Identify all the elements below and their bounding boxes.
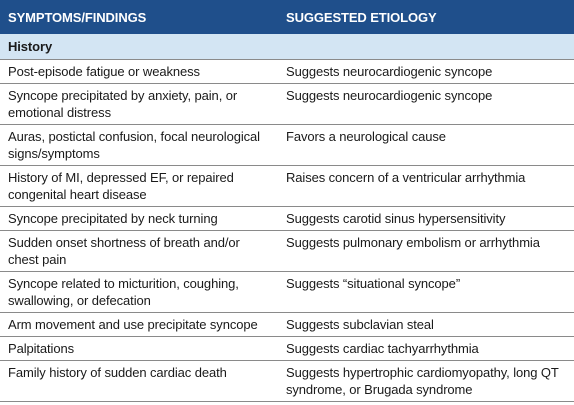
finding-cell: Palpitations [0,337,278,361]
etiology-cell: Suggests carotid sinus hypersensitivity [278,207,574,231]
etiology-cell: Raises concern of a ventricular arrhythmia [278,166,574,207]
etiology-cell: Suggests neurocardiogenic syncope [278,84,574,125]
finding-cell: History of MI, depressed EF, or repaired congenital heart disease [0,166,278,207]
table-row [0,84,574,125]
etiology-cell: Suggests hypertrophic cardiomyopathy, long QT syndrome, or Brugada syndrome [278,361,574,402]
header-symptoms-findings: SYMPTOMS/FINDINGS [0,0,278,34]
section-title: History [0,34,278,60]
table-row [0,272,574,313]
etiology-cell: Suggests cardiac tachyarrhythmia [278,337,574,361]
table-row [0,361,574,402]
table-row [0,231,574,272]
finding-cell: Post-episode fatigue or weakness [0,60,278,84]
finding-cell: Auras, postictal confusion, focal neurological signs/symptoms [0,125,278,166]
finding-cell: Sudden onset shortness of breath and/or chest pain [0,231,278,272]
finding-cell: Syncope precipitated by anxiety, pain, or emotional distress [0,84,278,125]
table-row [0,337,574,361]
finding-cell: Syncope related to micturition, coughing, swallowing, or defecation [0,272,278,313]
finding-cell: Family history of sudden cardiac death [0,361,278,402]
table-header-row [0,0,574,34]
etiology-cell: Suggests neurocardiogenic syncope [278,60,574,84]
etiology-cell: Favors a neurological cause [278,125,574,166]
etiology-cell: Suggests pulmonary embolism or arrhythmia [278,231,574,272]
table-row [0,60,574,84]
finding-cell: Arm movement and use precipitate syncope [0,313,278,337]
table-row [0,125,574,166]
section-empty-cell [278,34,574,60]
table-row [0,166,574,207]
etiology-cell: Suggests subclavian steal [278,313,574,337]
section-row-history [0,34,574,60]
finding-cell: Syncope precipitated by neck turning [0,207,278,231]
table-row [0,207,574,231]
table-row [0,313,574,337]
etiology-cell: Suggests “situational syncope” [278,272,574,313]
header-suggested-etiology: SUGGESTED ETIOLOGY [278,0,574,34]
